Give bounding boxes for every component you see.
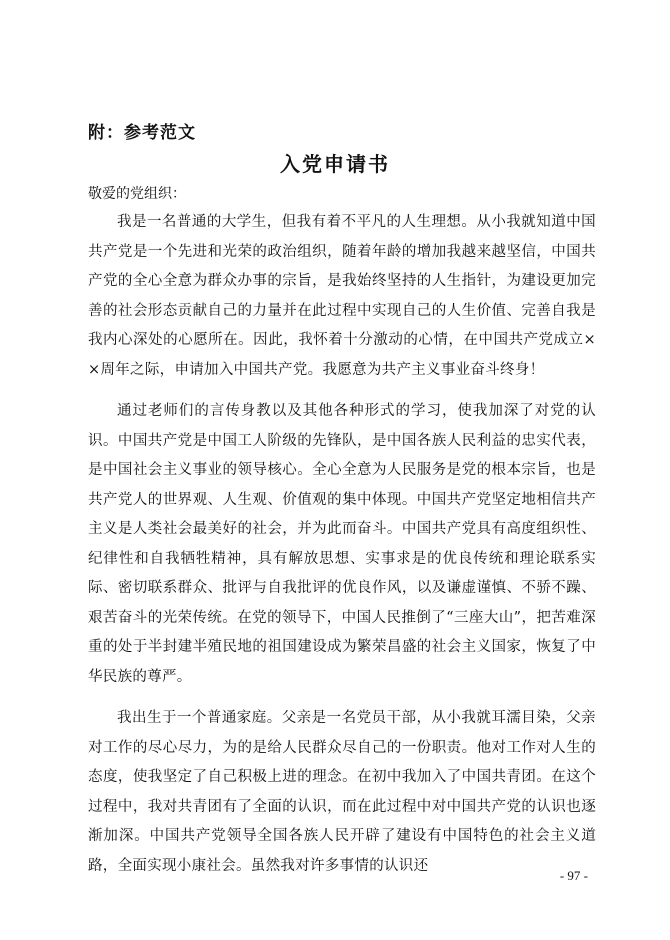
- document-title: 入党申请书: [280, 152, 390, 176]
- paragraph-2: 通过老师们的言传身教以及其他各种形式的学习，使我加深了对党的认识。中国共产党是中国工人阶级的先锋队，是中国各族人民利益的忠实代表，是中国社会主义事业的领导核心。全心全意为人民服务是党的根本宗旨，也是共产党人的世界观、人生观、价值观的集中体现。中国共产党坚定地相信共产主义是人类社会最美好的社会，并为此而奋斗。中国共产党具有高度组织性、纪律性和自我牺牲精神，具有解放思想、实事求是的优良传统和理论联系实际、密切联系群众、批评与自我批评的优良作风，以及谦虚谨慎、不骄不躁、艰苦奋斗的光荣传统。在党的领导下，中国人民推倒了“三座大山”，把苦难深重的处于半封建半殖民地的祖国建设成为繁荣昌盛的社会主义国家，恢复了中华民族的尊严。: [88, 403, 596, 685]
- paragraph-1: 我是一名普通的大学生，但我有着不平凡的人生理想。从小我就知道中国共产党是一个先进和光荣的政治组织，随着年龄的增加我越来越坚信，中国共产党的全心全意为群众办事的宗旨，是我始终坚持的人生指针，为建设更加完善的社会形态贡献自己的力量并在此过程中实现自己的人生价值、完善自我是我内心深处的心愿所在。因此，我怀着十分激动的心情，在中国共产党成立××周年之际，申请加入中国共产党。我愿意为共产主义事业奋斗终身！: [88, 214, 596, 378]
- page-number: - 97 -: [559, 868, 588, 883]
- appendix-heading: 附：参考范文: [88, 123, 196, 143]
- paragraph-3: 我出生于一个普通家庭。父亲是一名党员干部，从小我就耳濡目染，父亲对工作的尽心尽力，为的是给人民群众尽自己的一份职责。他对工作对人生的态度，使我坚定了自己积极上进的理念。在初中我加入了中国共青团。在这个过程中，我对共青团有了全面的认识，而在此过程中对中国共产党的认识也逐渐加深。中国共产党领导全国各族人民开辟了建设有中国特色的社会主义道路，全面实现小康社会。虽然我对许多事情的认识还: [88, 710, 596, 874]
- body-text: [88, 208, 596, 893]
- salutation: 敬爱的党组织：: [88, 186, 186, 202]
